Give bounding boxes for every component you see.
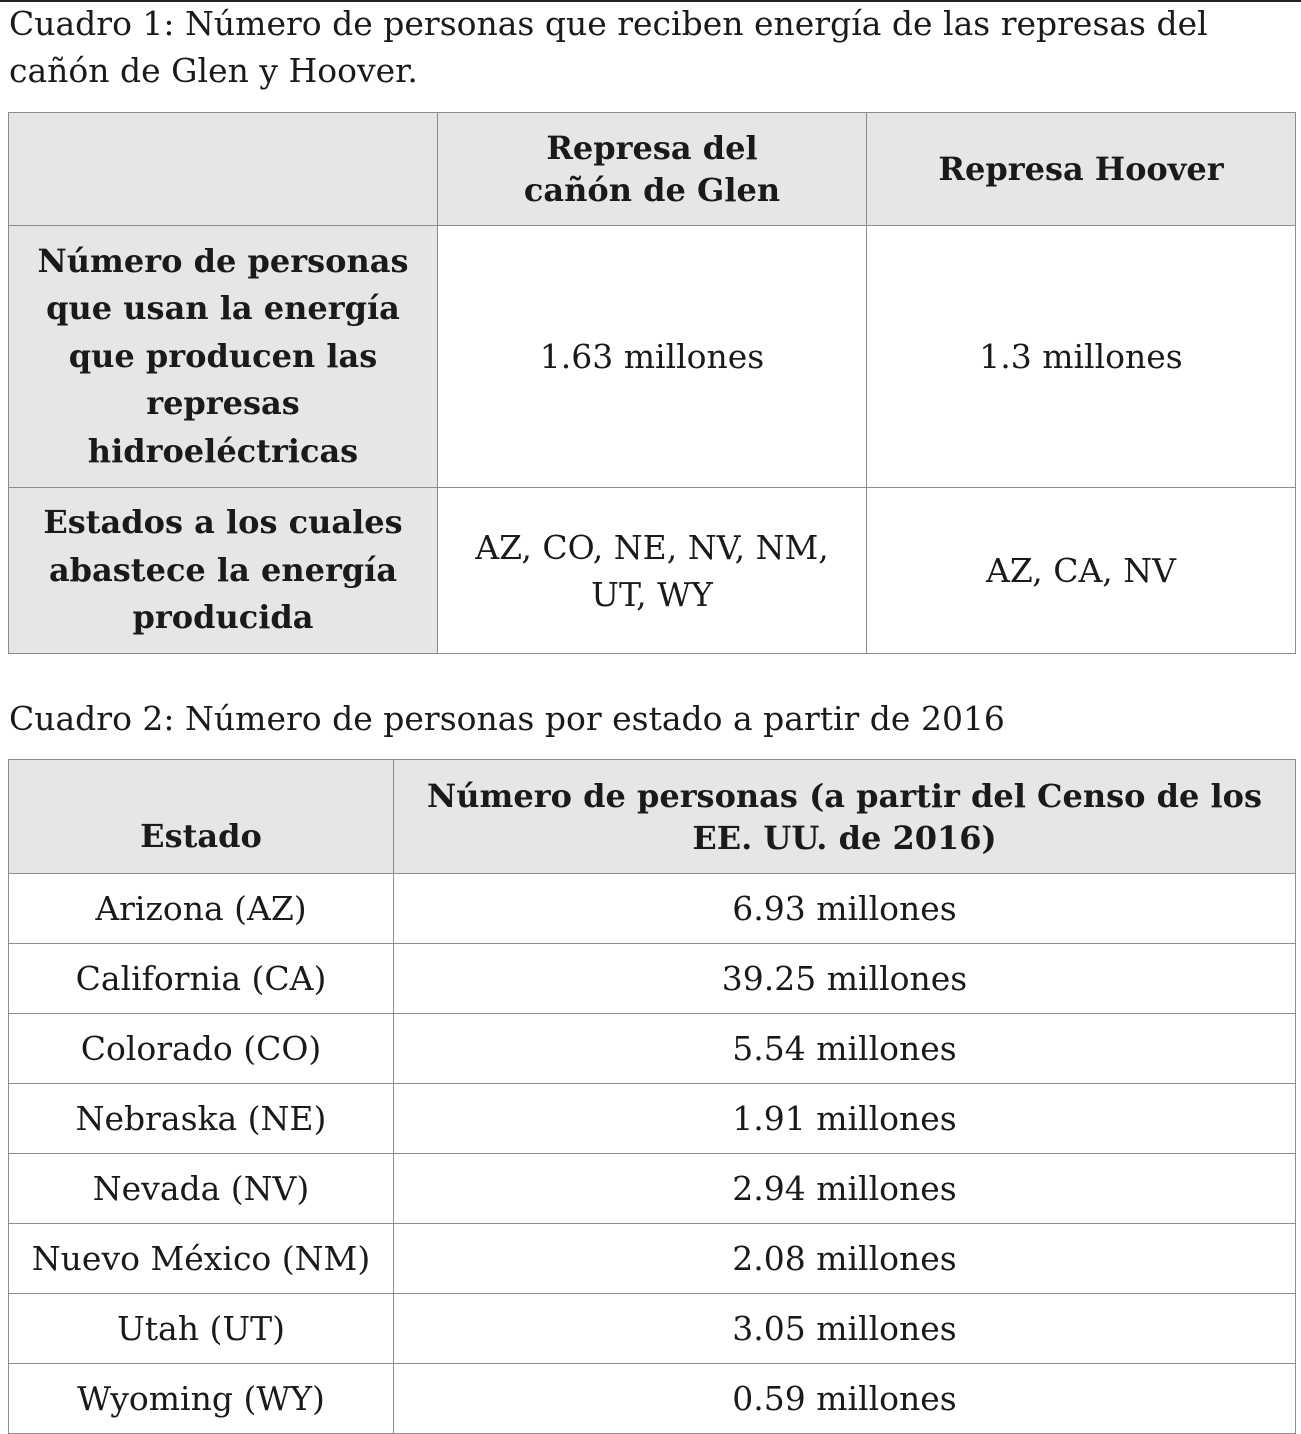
table-row: [9, 1084, 1296, 1154]
table-row: [9, 874, 1296, 944]
glen-states-supplied: AZ, CO, NE, NV, NM, UT, WY: [438, 488, 867, 654]
people-cell: 2.94 millones: [394, 1154, 1296, 1224]
people-cell: 0.59 millones: [394, 1364, 1296, 1434]
states-supplied-row: [9, 488, 1296, 654]
table-row: [9, 944, 1296, 1014]
state-cell: Nevada (NV): [9, 1154, 394, 1224]
table2-caption: Cuadro 2: Número de personas por estado a partir de 2016: [9, 699, 1005, 738]
hoover-states-supplied: AZ, CA, NV: [867, 488, 1296, 654]
people-cell: 5.54 millones: [394, 1014, 1296, 1084]
population-table: [8, 759, 1296, 1434]
glen-people-served: 1.63 millones: [438, 226, 867, 488]
dams-table-header-row: [9, 113, 1296, 226]
hoover-dam-header: Represa Hoover: [867, 113, 1296, 226]
states-supplied-label: Estados a los cuales abastece la energía producida: [9, 488, 438, 654]
state-column-header: Estado: [9, 760, 394, 874]
table-row: [9, 1364, 1296, 1434]
dams-table: [8, 112, 1296, 654]
table-row: [9, 1224, 1296, 1294]
table-row: [9, 1154, 1296, 1224]
hoover-people-served: 1.3 millones: [867, 226, 1296, 488]
people-served-label: Número de personas que usan la energía que producen las represas hidroeléctricas: [9, 226, 438, 488]
state-cell: Colorado (CO): [9, 1014, 394, 1084]
people-served-row: [9, 226, 1296, 488]
people-cell: 1.91 millones: [394, 1084, 1296, 1154]
table1-caption: Cuadro 1: Número de personas que reciben energía de las represas del cañón de Glen y Hoover.: [9, 4, 1208, 90]
people-cell: 2.08 millones: [394, 1224, 1296, 1294]
state-cell: California (CA): [9, 944, 394, 1014]
state-cell: Arizona (AZ): [9, 874, 394, 944]
table-row: [9, 1294, 1296, 1364]
people-cell: 39.25 millones: [394, 944, 1296, 1014]
glen-dam-header: Represa del cañón de Glen: [438, 113, 867, 226]
state-cell: Utah (UT): [9, 1294, 394, 1364]
state-cell: Nuevo México (NM): [9, 1224, 394, 1294]
table-row: [9, 1014, 1296, 1084]
dams-table-corner-cell: [9, 113, 438, 226]
state-cell: Wyoming (WY): [9, 1364, 394, 1434]
state-cell: Nebraska (NE): [9, 1084, 394, 1154]
population-table-header-row: [9, 760, 1296, 874]
people-column-header: Número de personas (a partir del Censo de los EE. UU. de 2016): [394, 760, 1296, 874]
people-cell: 6.93 millones: [394, 874, 1296, 944]
people-cell: 3.05 millones: [394, 1294, 1296, 1364]
